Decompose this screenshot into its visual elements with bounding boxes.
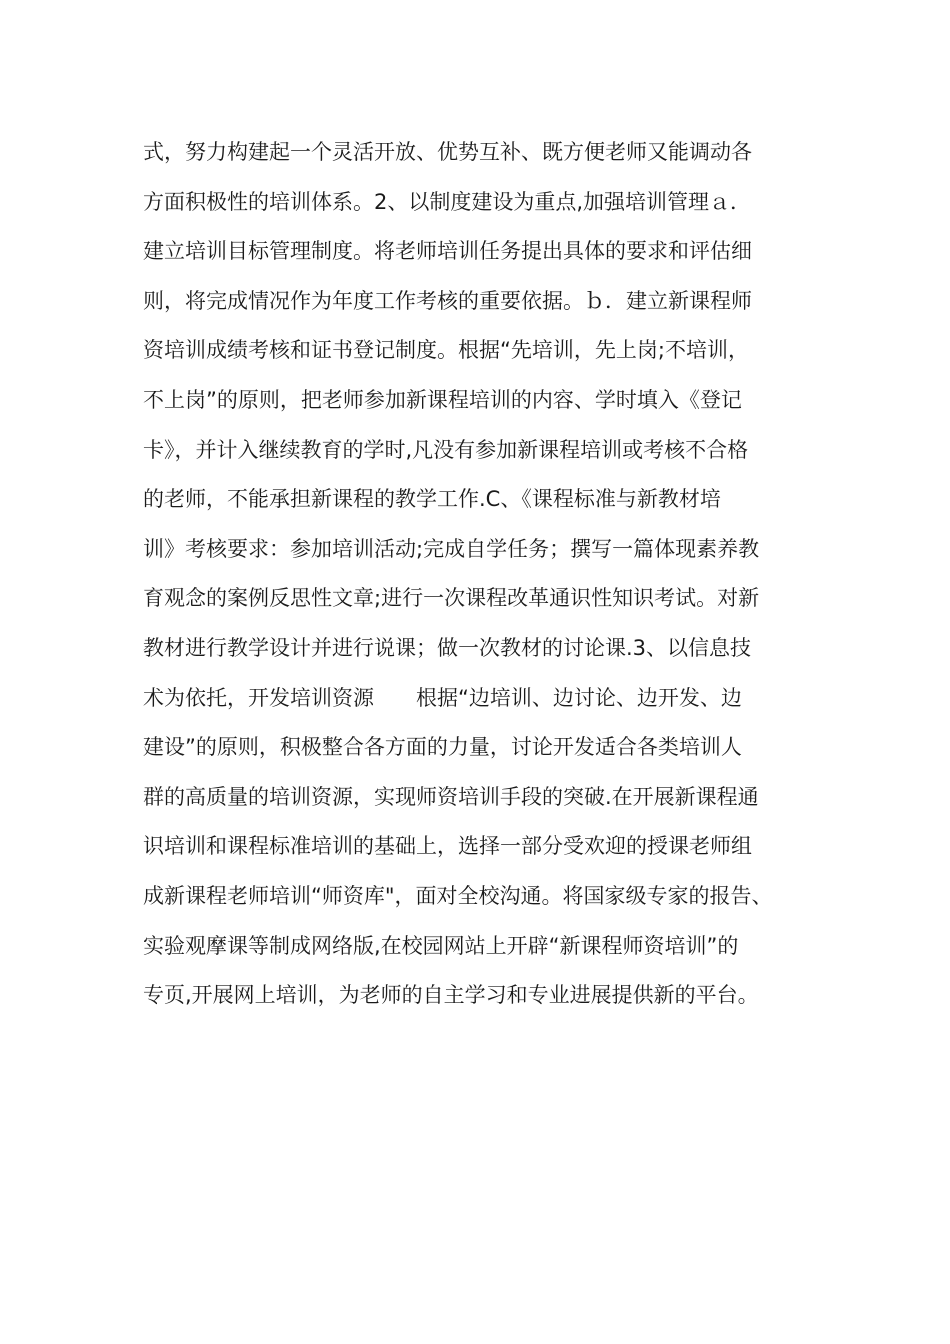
text-line: 专页,开展网上培训，为老师的自主学习和专业进展提供新的平台。 bbox=[143, 983, 759, 1008]
text-line: 不上岗”的原则，把老师参加新课程培训的内容、学时填入《登记 bbox=[143, 387, 742, 412]
text-line: 术为依托，开发培训资源 根据“边培训、边讨论、边开发、边 bbox=[143, 685, 742, 710]
text-line: 式，努力构建起一个灵活开放、优势互补、既方便老师又能调动各 bbox=[143, 140, 752, 164]
text-line: 建立培训目标管理制度。将老师培训任务提出具体的要求和评估细 bbox=[143, 239, 752, 264]
text-line: 识培训和课程标准培训的基础上，选择一部分受欢迎的授课老师组 bbox=[143, 834, 752, 859]
text-line: 的老师，不能承担新课程的教学工作.C、《课程标准与新教材培 bbox=[143, 487, 721, 512]
text-line: 教材进行教学设计并进行说课；做一次教材的讨论课.3、以信息技 bbox=[143, 635, 752, 660]
text-line: 建设”的原则，积极整合各方面的力量，讨论开发适合各类培训人 bbox=[143, 735, 742, 760]
text-line: 卡》，并计入继续教育的学时,凡没有参加新课程培训或考核不合格 bbox=[143, 437, 749, 462]
text-line: 则，将完成情况作为年度工作考核的重要依据。ｂ．建立新课程师 bbox=[143, 288, 752, 313]
text-line: 成新课程老师培训“师资库"，面对全校沟通。将国家级专家的报告、 bbox=[143, 883, 773, 908]
text-line: 训》考核要求：参加培训活动;完成自学任务；撰写一篇体现素养教 bbox=[143, 536, 760, 561]
text-line: 育观念的案例反思性文章;进行一次课程改革通识性知识考试。对新 bbox=[143, 586, 760, 611]
text-line: 方面积极性的培训体系。2、以制度建设为重点,加强培训管理ａ． bbox=[143, 189, 752, 214]
text-line: 资培训成绩考核和证书登记制度。根据“先培训，先上岗;不培训， bbox=[143, 338, 749, 363]
body-text bbox=[143, 128, 843, 1021]
text-line: 实验观摩课等制成网络版,在校园网站上开辟“新课程师资培训”的 bbox=[143, 933, 739, 958]
text-line: 群的高质量的培训资源，实现师资培训手段的突破.在开展新课程通 bbox=[143, 784, 759, 809]
